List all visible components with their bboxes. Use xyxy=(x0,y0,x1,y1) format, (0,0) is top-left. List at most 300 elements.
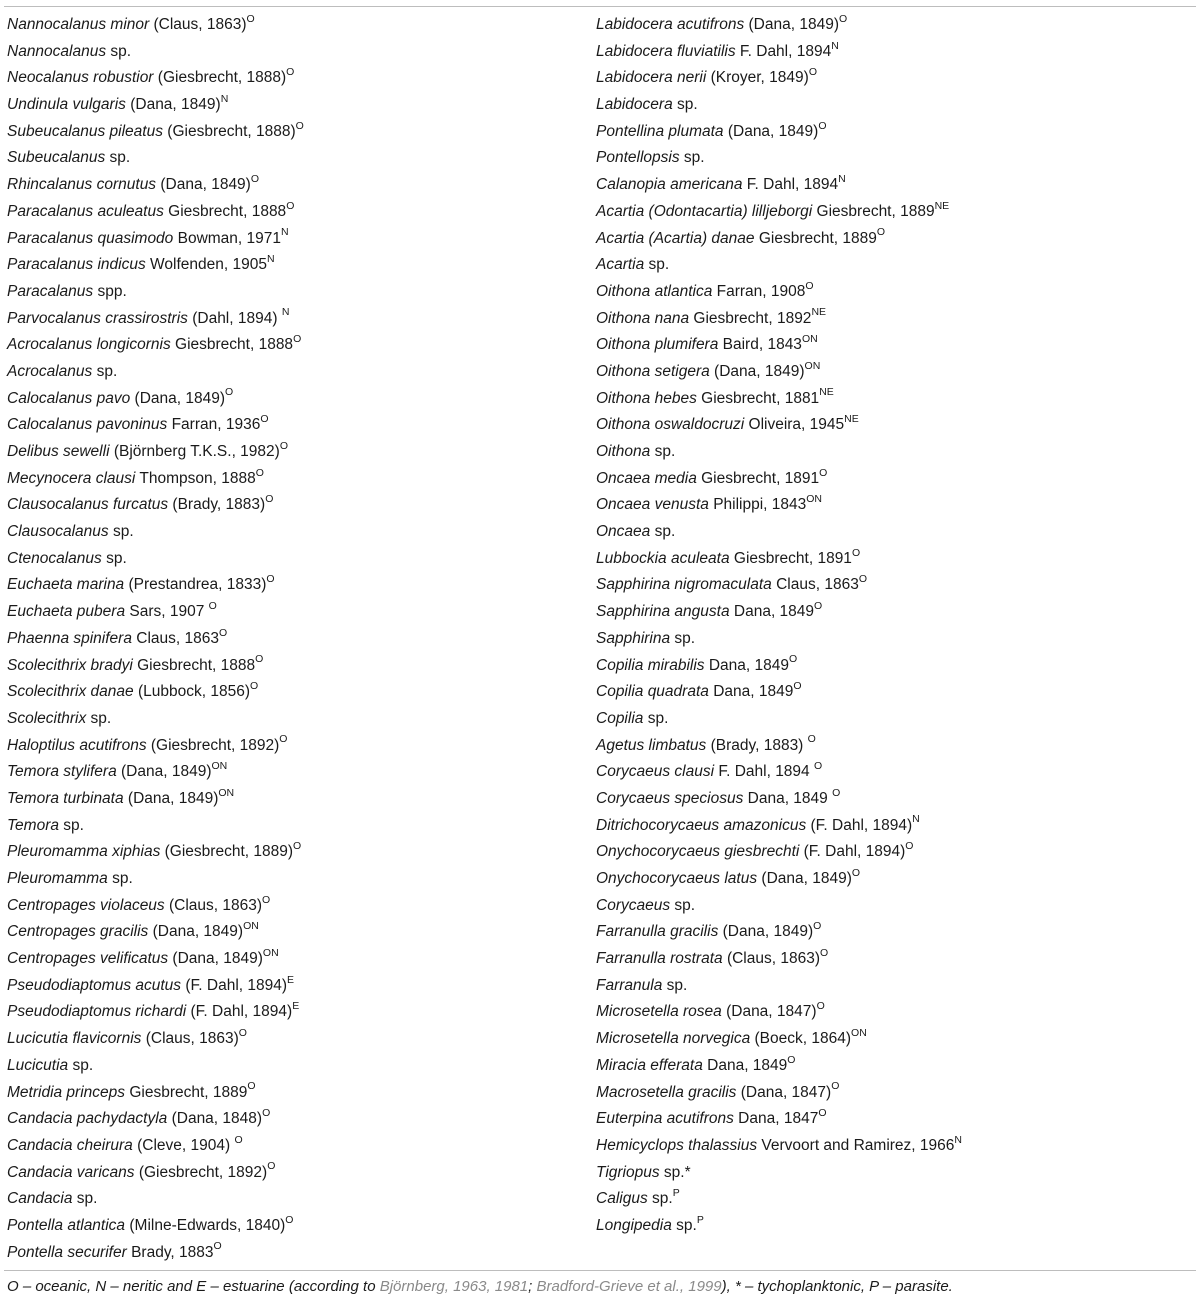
habitat-code: O xyxy=(858,573,867,586)
species-name: Euchaeta pubera xyxy=(7,603,126,621)
species-name: Calanopia americana xyxy=(596,176,743,194)
species-authority: (Giesbrecht, 1892) xyxy=(134,1163,268,1181)
species-row xyxy=(7,572,587,599)
species-name: Farranulla rostrata xyxy=(596,950,723,968)
footnote-text-end: ), * – tychoplanktonic, P – parasite. xyxy=(721,1278,953,1295)
species-name: Scolecithrix danae xyxy=(7,683,134,701)
species-row xyxy=(596,679,1196,706)
habitat-code: O xyxy=(851,866,861,879)
species-name: Euterpina acutifrons xyxy=(596,1110,734,1128)
species-name: Longipedia xyxy=(596,1216,672,1234)
species-name: Labidocera nerii xyxy=(596,69,707,87)
species-name: Temora xyxy=(7,816,59,834)
species-authority: sp. xyxy=(671,1216,697,1234)
species-row xyxy=(7,359,587,386)
species-authority: (Prestandrea, 1833) xyxy=(124,576,267,594)
habitat-code: ON xyxy=(262,946,279,959)
species-row xyxy=(7,492,587,519)
species-row xyxy=(7,626,587,653)
species-authority: sp.* xyxy=(659,1163,691,1181)
species-authority: (Dana, 1849) xyxy=(744,16,839,33)
species-name: Hemicyclops thalassius xyxy=(596,1136,758,1154)
species-row xyxy=(596,172,1196,199)
species-row xyxy=(596,1053,1196,1080)
table-bottom-rule xyxy=(4,1270,1196,1271)
habitat-code: ON xyxy=(806,493,823,506)
species-row xyxy=(596,492,1196,519)
habitat-code: E xyxy=(292,1000,300,1013)
species-authority: Baird, 1843 xyxy=(718,336,802,354)
habitat-code: O xyxy=(219,626,228,639)
species-authority: (Giesbrecht, 1888) xyxy=(162,122,296,140)
species-name: Copilia xyxy=(596,709,644,727)
species-row xyxy=(7,866,587,893)
habitat-code: N xyxy=(220,92,229,105)
species-row xyxy=(7,999,587,1026)
species-row xyxy=(7,919,587,946)
habitat-code: NE xyxy=(811,306,827,319)
species-name: Centropages violaceus xyxy=(7,896,165,914)
species-row xyxy=(596,1213,1196,1240)
species-row xyxy=(7,786,587,813)
species-name: Temora turbinata xyxy=(7,789,124,807)
species-name: Candacia xyxy=(7,1190,73,1208)
species-name: Paracalanus xyxy=(7,282,94,300)
species-authority: spp. xyxy=(93,282,127,300)
species-authority: (Dana, 1847) xyxy=(736,1083,832,1101)
species-row xyxy=(7,145,587,172)
species-authority: Giesbrecht, 1888 xyxy=(163,202,287,220)
species-authority: sp. xyxy=(650,443,676,460)
species-name: Onychocorycaeus giesbrechti xyxy=(596,843,800,861)
species-row xyxy=(7,386,587,413)
species-authority: (F. Dahl, 1894) xyxy=(806,816,913,834)
habitat-code: O xyxy=(225,386,234,399)
species-authority: sp. xyxy=(108,523,134,541)
habitat-code: O xyxy=(279,439,288,452)
species-name: Oithona oswaldocruzi xyxy=(596,416,745,434)
species-name: Sapphirina nigromaculata xyxy=(596,576,772,594)
species-authority: (Brady, 1883) xyxy=(168,496,266,514)
species-row xyxy=(7,519,587,546)
species-name: Subeucalanus xyxy=(7,149,106,167)
species-name: Neocalanus robustior xyxy=(7,69,154,87)
species-authority: sp. xyxy=(107,870,133,887)
species-authority: (Dana, 1849) xyxy=(123,789,219,807)
species-authority: (Giesbrecht, 1889) xyxy=(160,843,294,861)
species-name: Calocalanus pavo xyxy=(7,389,131,407)
species-row xyxy=(7,92,587,119)
species-authority: Farran, 1936 xyxy=(167,416,261,434)
species-name: Corycaeus clausi xyxy=(596,763,715,781)
species-row xyxy=(7,172,587,199)
species-authority: (F. Dahl, 1894) xyxy=(181,976,288,994)
species-name: Candacia varicans xyxy=(7,1163,135,1181)
habitat-code: O xyxy=(238,1026,247,1039)
species-row xyxy=(7,65,587,92)
species-name: Candacia pachydactyla xyxy=(7,1110,168,1128)
habitat-code: O xyxy=(286,199,295,212)
species-row xyxy=(596,893,1196,920)
species-authority: (Dana, 1849) xyxy=(168,950,263,968)
species-name: Oithona nana xyxy=(596,309,690,327)
habitat-code: O xyxy=(250,680,259,693)
species-name: Pseudodiaptomus acutus xyxy=(7,976,182,994)
species-name: Ctenocalanus xyxy=(7,549,102,567)
species-row xyxy=(596,332,1196,359)
species-row xyxy=(596,759,1196,786)
species-name: Clausocalanus xyxy=(7,523,109,541)
footnote-reference-bjornberg[interactable]: Björnberg, 1963, 1981 xyxy=(379,1278,529,1295)
species-authority: (Dana, 1849) xyxy=(148,923,244,941)
species-authority: Dana, 1849 xyxy=(704,656,789,674)
species-row xyxy=(7,12,587,39)
species-name: Acrocalanus longicornis xyxy=(7,336,171,354)
species-row xyxy=(7,1160,587,1187)
habitat-code: O xyxy=(266,573,275,586)
species-row xyxy=(596,65,1196,92)
species-authority: Dana, 1849 xyxy=(702,1056,788,1074)
species-name: Tigriopus xyxy=(596,1163,660,1181)
species-authority: (Dana, 1849) xyxy=(130,389,226,407)
habitat-code: O xyxy=(293,333,302,346)
habitat-code: O xyxy=(832,786,841,799)
habitat-code: O xyxy=(876,226,886,239)
species-authority: Dana, 1849 xyxy=(743,789,833,807)
species-name: Paracalanus aculeatus xyxy=(7,202,164,220)
species-name: Labidocera xyxy=(596,96,673,114)
species-name: Labidocera acutifrons xyxy=(596,16,745,33)
species-row xyxy=(596,12,1196,39)
species-authority: (Dana, 1849) xyxy=(723,122,819,140)
species-row xyxy=(596,412,1196,439)
species-row xyxy=(596,306,1196,333)
species-name: Nannocalanus xyxy=(7,42,107,60)
species-name: Scolecithrix xyxy=(7,709,87,727)
species-name: Centropages velificatus xyxy=(7,950,169,968)
species-authority: (Dahl, 1894) xyxy=(187,309,282,327)
species-row xyxy=(596,839,1196,866)
species-authority: (Brady, 1883) xyxy=(706,736,808,754)
species-authority: (Dana, 1849) xyxy=(116,763,212,781)
species-name: Paracalanus indicus xyxy=(7,256,146,274)
species-authority: sp. xyxy=(86,709,112,727)
species-row xyxy=(7,332,587,359)
habitat-code: P xyxy=(696,1213,704,1226)
species-row xyxy=(596,279,1196,306)
species-name: Scolecithrix bradyi xyxy=(7,656,133,674)
species-authority: sp. xyxy=(679,149,705,167)
species-name: Pontella atlantica xyxy=(7,1216,126,1234)
species-authority: (Dana, 1849) xyxy=(709,362,805,380)
species-name: Labidocera fluviatilis xyxy=(596,42,736,60)
species-name: Subeucalanus pileatus xyxy=(7,122,163,140)
habitat-code: O xyxy=(250,172,260,185)
habitat-code: O xyxy=(247,1080,256,1093)
footnote-text: O – oceanic, N – neritic and E – estuarine (according to xyxy=(7,1278,380,1295)
species-authority: Dana, 1847 xyxy=(733,1110,819,1128)
footnote-separator: ; xyxy=(528,1278,537,1295)
species-row xyxy=(596,1080,1196,1107)
species-authority: Oliveira, 1945 xyxy=(744,416,845,434)
habitat-code: O xyxy=(813,760,823,773)
species-name: Acrocalanus xyxy=(7,362,93,380)
footnote-reference-bradford-grieve[interactable]: Bradford-Grieve et al., 1999 xyxy=(536,1278,722,1295)
species-name: Undinula vulgaris xyxy=(7,96,126,114)
species-row xyxy=(7,1080,587,1107)
species-authority: Giesbrecht, 1889 xyxy=(812,202,935,220)
species-row xyxy=(7,39,587,66)
habitat-code: N xyxy=(281,306,290,319)
species-authority: sp. xyxy=(92,362,118,380)
species-authority: sp. xyxy=(101,549,127,567)
species-authority: (Björnberg T.K.S., 1982) xyxy=(109,443,280,460)
habitat-code: E xyxy=(287,973,295,986)
habitat-code: O xyxy=(787,1053,796,1066)
habitat-code: ON xyxy=(851,1026,867,1039)
species-row xyxy=(596,1106,1196,1133)
species-row xyxy=(596,626,1196,653)
species-name: Acartia (Odontacartia) lilljeborgi xyxy=(596,202,813,220)
habitat-code: O xyxy=(267,1160,276,1173)
species-name: Pontellina plumata xyxy=(596,122,724,140)
habitat-code: O xyxy=(265,493,274,506)
habitat-code: O xyxy=(905,840,914,853)
species-name: Pleuromamma xyxy=(7,870,108,887)
species-authority: sp. xyxy=(670,896,696,914)
species-row xyxy=(596,946,1196,973)
species-authority: Dana, 1849 xyxy=(729,603,815,621)
species-name: Microsetella rosea xyxy=(596,1003,722,1021)
species-row xyxy=(7,706,587,733)
species-authority: Philippi, 1843 xyxy=(708,496,807,514)
species-authority: Giesbrecht, 1891 xyxy=(729,549,852,567)
species-name: Parvocalanus crassirostris xyxy=(7,309,188,327)
habitat-code: O xyxy=(260,413,269,426)
species-authority: (Cleve, 1904) xyxy=(132,1136,235,1154)
species-authority: (Kroyer, 1849) xyxy=(706,69,809,87)
species-row xyxy=(596,706,1196,733)
species-authority: Brady, 1883 xyxy=(126,1243,214,1261)
habitat-code: ON xyxy=(211,760,228,773)
species-row xyxy=(596,572,1196,599)
species-row xyxy=(596,439,1196,466)
habitat-code: O xyxy=(793,680,802,693)
species-row xyxy=(596,786,1196,813)
habitat-code: O xyxy=(816,1000,825,1013)
species-row xyxy=(7,813,587,840)
species-authority: Claus, 1863 xyxy=(771,576,859,594)
species-row xyxy=(7,599,587,626)
species-authority: (Dana, 1848) xyxy=(167,1110,263,1128)
species-name: Microsetella norvegica xyxy=(596,1030,751,1048)
species-authority: (Giesbrecht, 1892) xyxy=(146,736,280,754)
species-name: Oncaea xyxy=(596,523,651,541)
habitat-code: O xyxy=(279,733,288,746)
habitat-code: N xyxy=(266,253,275,266)
species-name: Pontellopsis xyxy=(596,149,680,167)
species-name: Copilia mirabilis xyxy=(596,656,705,674)
species-name: Rhincalanus cornutus xyxy=(7,176,157,194)
habitat-code: ON xyxy=(801,333,818,346)
species-name: Oithona xyxy=(596,443,651,460)
species-authority: (Dana, 1849) xyxy=(718,923,814,941)
species-authority: sp. xyxy=(644,256,670,274)
species-row xyxy=(7,1240,587,1267)
species-authority: F. Dahl, 1894 xyxy=(742,176,839,194)
species-row xyxy=(596,1160,1196,1187)
species-authority: sp. xyxy=(643,709,669,727)
species-row xyxy=(7,252,587,279)
species-row xyxy=(7,946,587,973)
species-name: Clausocalanus furcatus xyxy=(7,496,169,514)
habitat-code: N xyxy=(281,226,289,239)
species-authority: Giesbrecht, 1889 xyxy=(125,1083,248,1101)
species-name: Sapphirina angusta xyxy=(596,603,730,621)
species-row xyxy=(7,412,587,439)
species-row xyxy=(7,759,587,786)
species-authority: sp. xyxy=(105,149,131,167)
species-name: Oithona plumifera xyxy=(596,336,719,354)
species-row xyxy=(596,1186,1196,1213)
species-row xyxy=(7,466,587,493)
species-name: Mecynocera clausi xyxy=(7,469,136,487)
species-name: Metridia princeps xyxy=(7,1083,126,1101)
species-authority: Sars, 1907 xyxy=(125,603,209,621)
habitat-code: O xyxy=(234,1133,243,1146)
habitat-code: O xyxy=(213,1240,222,1253)
habitat-code: N xyxy=(954,1133,962,1146)
species-authority: F. Dahl, 1894 xyxy=(735,42,832,60)
species-authority: sp. xyxy=(68,1056,94,1074)
species-row xyxy=(7,546,587,573)
species-row xyxy=(596,359,1196,386)
species-authority: Vervoort and Ramirez, 1966 xyxy=(757,1136,955,1154)
species-row xyxy=(596,1133,1196,1160)
habitat-code: O xyxy=(208,599,217,612)
species-row xyxy=(7,119,587,146)
species-name: Copilia quadrata xyxy=(596,683,709,701)
species-name: Oithona hebes xyxy=(596,389,697,407)
species-name: Phaenna spinifera xyxy=(7,629,132,647)
species-authority: (Giesbrecht, 1888) xyxy=(153,69,287,87)
species-list-right xyxy=(596,12,1196,1240)
species-authority: (Claus, 1863) xyxy=(141,1030,239,1048)
species-row xyxy=(7,973,587,1000)
habitat-code: O xyxy=(819,466,828,479)
species-authority: sp. xyxy=(650,523,676,541)
species-row xyxy=(596,1026,1196,1053)
habitat-code: ON xyxy=(243,920,259,933)
species-authority: (Milne-Edwards, 1840) xyxy=(125,1216,286,1234)
species-authority: Claus, 1863 xyxy=(131,629,219,647)
habitat-code: NE xyxy=(934,199,950,212)
habitat-code: O xyxy=(820,946,829,959)
species-authority: Giesbrecht, 1889 xyxy=(754,229,877,247)
species-name: Miracia efferata xyxy=(596,1056,703,1074)
species-name: Oithona atlantica xyxy=(596,282,713,300)
species-name: Pleuromamma xiphias xyxy=(7,843,161,861)
habitat-code: NE xyxy=(844,413,859,426)
habitat-code: O xyxy=(255,653,264,666)
species-row xyxy=(596,119,1196,146)
species-authority: (Dana, 1847) xyxy=(721,1003,817,1021)
species-row xyxy=(596,599,1196,626)
habitat-code: N xyxy=(838,172,846,185)
habitat-code: O xyxy=(255,466,264,479)
species-row xyxy=(7,653,587,680)
species-authority: Giesbrecht, 1891 xyxy=(696,469,820,487)
species-row xyxy=(596,519,1196,546)
species-name: Onychocorycaeus latus xyxy=(596,870,758,887)
species-name: Centropages gracilis xyxy=(7,923,149,941)
species-authority: sp. xyxy=(647,1190,673,1208)
habitat-code: O xyxy=(246,12,255,25)
species-authority: (Claus, 1863) xyxy=(149,16,247,33)
species-name: Macrosetella gracilis xyxy=(596,1083,737,1101)
habitat-code: O xyxy=(262,1107,271,1120)
species-name: Calocalanus pavoninus xyxy=(7,416,168,434)
species-name: Corycaeus xyxy=(596,896,671,914)
species-name: Pseudodiaptomus richardi xyxy=(7,1003,187,1021)
species-authority: (Claus, 1863) xyxy=(164,896,263,914)
species-name: Haloptilus acutifrons xyxy=(7,736,147,754)
species-row xyxy=(596,92,1196,119)
habitat-code: O xyxy=(808,66,817,79)
species-authority: (F. Dahl, 1894) xyxy=(186,1003,293,1021)
habitat-code: O xyxy=(814,599,823,612)
species-row xyxy=(596,226,1196,253)
species-row xyxy=(7,306,587,333)
species-row xyxy=(596,866,1196,893)
habitat-code: O xyxy=(262,893,271,906)
species-authority: (Claus, 1863) xyxy=(722,950,820,968)
species-row xyxy=(596,199,1196,226)
species-name: Corycaeus speciosus xyxy=(596,789,744,807)
species-name: Lucicutia flavicornis xyxy=(7,1030,142,1048)
species-row xyxy=(596,145,1196,172)
species-name: Farranula xyxy=(596,976,663,994)
species-row xyxy=(7,1026,587,1053)
species-name: Lucicutia xyxy=(7,1056,69,1074)
habitat-code: O xyxy=(831,1080,840,1093)
species-name: Caligus xyxy=(596,1190,648,1208)
species-authority: sp. xyxy=(662,976,688,994)
habitat-code: O xyxy=(807,733,816,746)
species-list-left xyxy=(7,12,587,1266)
species-authority: Bowman, 1971 xyxy=(173,229,282,247)
habitat-code: ON xyxy=(804,359,821,372)
species-row xyxy=(7,1106,587,1133)
species-name: Candacia cheirura xyxy=(7,1136,133,1154)
species-authority: (Dana, 1849) xyxy=(125,96,221,114)
species-authority: sp. xyxy=(670,629,696,647)
species-name: Ditrichocorycaeus amazonicus xyxy=(596,816,807,834)
species-name: Delibus sewelli xyxy=(7,443,110,460)
species-authority: (Dana, 1849) xyxy=(757,870,852,887)
species-name: Paracalanus quasimodo xyxy=(7,229,174,247)
habitat-code: ON xyxy=(218,786,235,799)
species-name: Oithona setigera xyxy=(596,362,710,380)
species-row xyxy=(7,226,587,253)
species-authority: sp. xyxy=(672,96,698,114)
habitat-code: O xyxy=(789,653,798,666)
habitat-code: O xyxy=(805,279,814,292)
species-row xyxy=(596,733,1196,760)
species-authority: sp. xyxy=(72,1190,98,1208)
species-authority: Giesbrecht, 1888 xyxy=(132,656,256,674)
species-name: Lubbockia aculeata xyxy=(596,549,730,567)
